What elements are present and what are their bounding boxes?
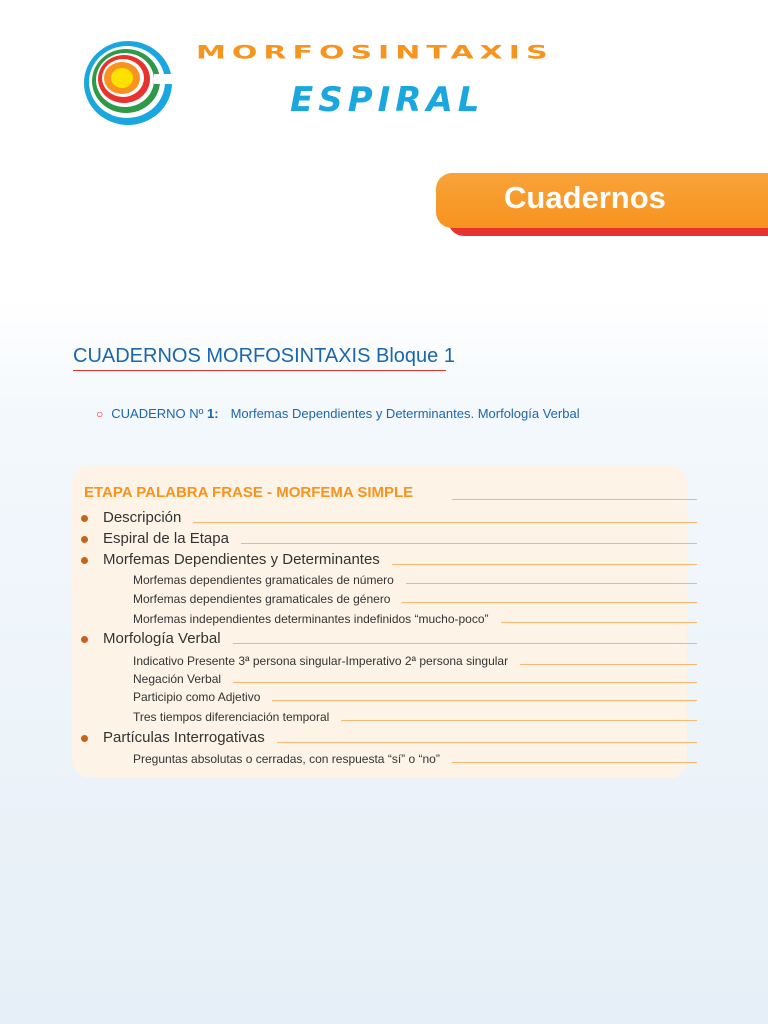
toc-item-label: Partículas Interrogativas [103, 729, 265, 746]
toc-item-label: Indicativo Presente 3ª persona singular-Imperativo 2ª persona singular [133, 654, 509, 668]
toc-item-label: Negación Verbal [133, 672, 222, 686]
bullet-icon [81, 515, 88, 522]
leader-line [452, 762, 697, 763]
leader-line [241, 543, 697, 544]
cuaderno-label: CUADERNO Nº [111, 406, 208, 421]
toc-item-label: Tres tiempos diferenciación temporal [133, 710, 330, 724]
toc-item[interactable] [103, 630, 697, 647]
brand-title: MORFOSINTAXIS [196, 42, 554, 64]
toc-item-label: Morfemas dependientes gramaticales de género [133, 592, 391, 606]
bullet-icon: ○ [96, 407, 104, 421]
toc-item-label: Preguntas absolutas o cerradas, con respuesta “sí” o “no” [133, 752, 440, 766]
panel-title: ETAPA PALABRA FRASE - MORFEMA SIMPLE [84, 484, 414, 501]
toc-item[interactable] [103, 509, 697, 526]
cuaderno-description: Morfemas Dependientes y Determinantes. Morfología Verbal [230, 406, 580, 421]
toc-item[interactable] [133, 612, 697, 626]
toc-item-label: Descripción [103, 509, 182, 526]
leader-line [233, 682, 697, 683]
leader-line [233, 643, 697, 644]
leader-line [520, 664, 697, 665]
toc-item[interactable] [133, 573, 697, 587]
leader-line [406, 583, 697, 584]
panel-title-leader [452, 499, 697, 500]
brand-subtitle: ESPIRAL [290, 80, 485, 120]
cuadernos-tab-label: Cuadernos [504, 180, 666, 215]
toc-item[interactable] [103, 530, 697, 547]
leader-line [277, 742, 697, 743]
bullet-icon [81, 636, 88, 643]
leader-line [501, 622, 697, 623]
toc-item-label: Morfemas independientes determinantes indefinidos “mucho-poco” [133, 612, 489, 626]
toc-item-label: Espiral de la Etapa [103, 530, 229, 547]
toc-item[interactable] [133, 654, 697, 668]
bullet-icon [81, 557, 88, 564]
toc-item[interactable] [133, 672, 697, 686]
leader-line [402, 602, 697, 603]
toc-item-label: Morfemas Dependientes y Determinantes [103, 551, 380, 568]
bullet-icon [81, 735, 88, 742]
toc-item[interactable] [133, 752, 697, 766]
leader-line [272, 700, 697, 701]
toc-item[interactable] [133, 690, 697, 704]
cuaderno-link[interactable] [96, 406, 580, 421]
toc-item-label: Morfemas dependientes gramaticales de número [133, 573, 394, 587]
spiral-logo [80, 38, 178, 128]
leader-line [193, 522, 697, 523]
bullet-icon [81, 536, 88, 543]
toc-item[interactable] [133, 592, 697, 606]
leader-line [341, 720, 697, 721]
toc-item-label: Morfología Verbal [103, 630, 221, 647]
toc-item[interactable] [103, 551, 697, 568]
section-underline [73, 370, 446, 371]
toc-item-label: Participio como Adjetivo [133, 690, 261, 704]
section-title: CUADERNOS MORFOSINTAXIS Bloque 1 [73, 345, 455, 367]
toc-item[interactable] [103, 729, 697, 746]
leader-line [392, 564, 697, 565]
cuaderno-number: 1: [207, 406, 219, 421]
toc-item[interactable] [133, 710, 697, 724]
